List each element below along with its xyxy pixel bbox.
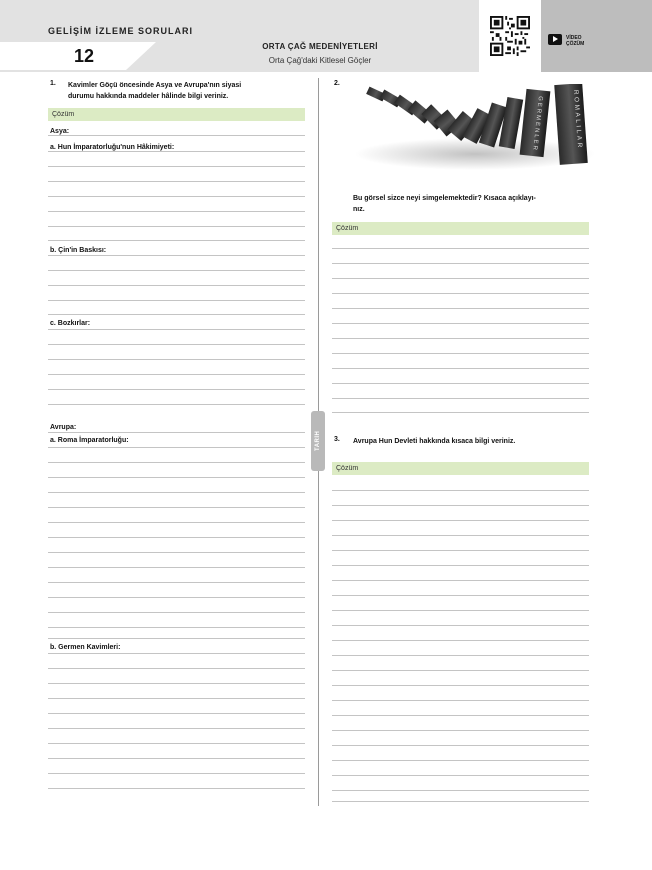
unit-number: 12 [74,46,95,66]
unit-number-box-edge [126,42,156,70]
question-3-number: 3. [334,436,340,443]
video-label-line1: VİDEO [566,35,582,41]
question-2-text [353,193,536,215]
video-solution-label [566,35,584,47]
answer-lines-asia-a[interactable] [48,135,305,235]
domino-word-2: ROMALILAR [572,89,584,151]
side-tab-label: TARİH [315,430,321,452]
question-1-text [68,80,241,102]
europe-a-label: a. Roma İmparatorluğu: [50,437,129,444]
answer-lines-question-2[interactable] [332,248,589,413]
question-1-solution-bar: Çözüm [48,108,305,121]
asia-c-label: c. Bozkırlar: [50,320,91,327]
question-2-text-line2: nız. [353,206,365,213]
question-1-number: 1. [50,80,56,87]
asia-heading: Asya: [50,128,70,135]
asia-b-label: b. Çin'in Baskısı: [50,247,107,254]
domino-word-1: GERMENLER [531,95,543,153]
domino-romalilar [554,84,588,165]
europe-b-label: b. Germen Kavimleri: [50,644,121,651]
question-1-text-line2: durumu hakkında maddeler hâlinde bilgi veriniz. [68,93,229,100]
question-2-number: 2. [334,80,340,87]
page-title: ORTA ÇAĞ MEDENİYETLERİ [262,42,378,51]
question-3-solution-bar: Çözüm [332,462,589,475]
question-3-text: Avrupa Hun Devleti hakkında kısaca bilgi veriniz. [353,438,516,445]
answer-lines-europe-b[interactable] [48,638,305,800]
side-tab [311,411,325,471]
answer-lines-europe-a[interactable] [48,432,305,632]
video-label-line2: ÇÖZÜM [566,41,585,47]
answer-lines-asia-b[interactable] [48,240,305,315]
answer-lines-question-3[interactable] [332,490,589,802]
page-subtitle: Orta Çağ'daki Kitlesel Göçler [268,56,372,65]
question-2-text-line1: Bu görsel sizce neyi simgelemektedir? Kısaca açıklayı- [353,195,536,202]
qr-code-icon [490,16,530,56]
play-icon[interactable] [548,34,562,45]
series-label: GELİŞİM İZLEME SORULARI [48,26,194,36]
question-2-solution-bar: Çözüm [332,222,589,235]
domino-image [355,84,600,174]
question-1-text-line1: Kavimler Göçü öncesinde Asya ve Avrupa'nın siyasi [68,82,242,89]
europe-heading: Avrupa: [50,424,77,431]
answer-lines-asia-c[interactable] [48,314,305,414]
qr-code[interactable] [479,0,541,72]
unit-number-box [0,42,126,70]
asia-a-label: a. Hun İmparatorluğu'nun Hâkimiyeti: [50,144,175,151]
